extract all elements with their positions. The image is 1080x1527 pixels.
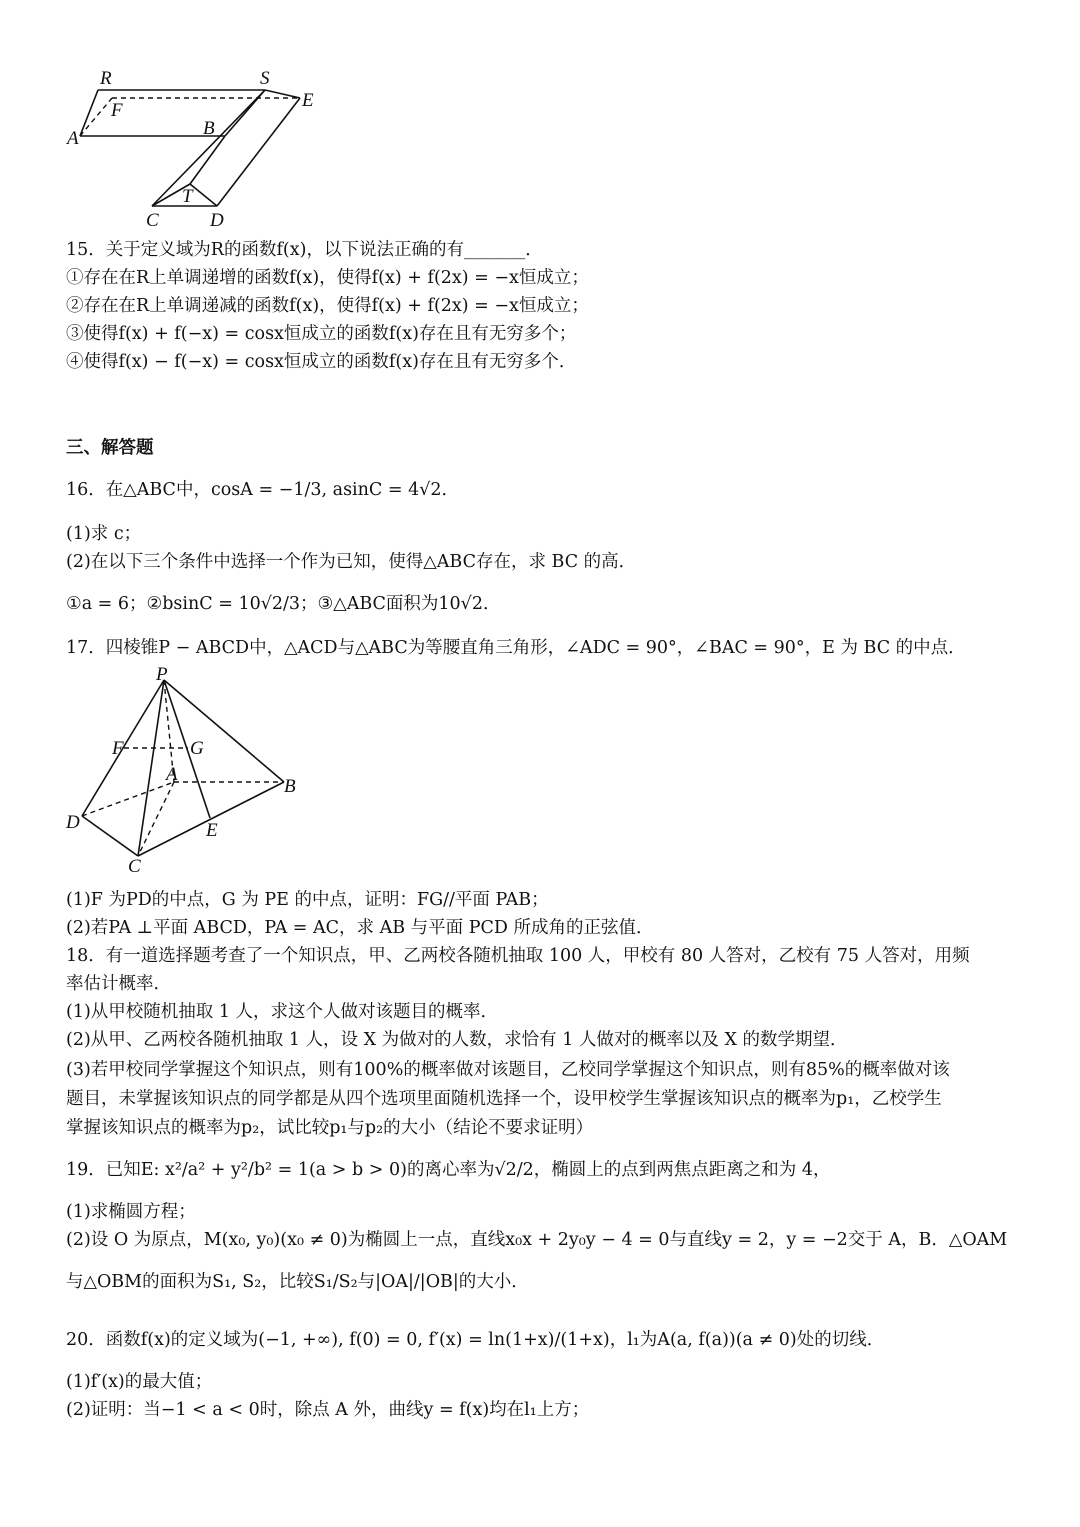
edge-RA <box>80 90 98 136</box>
edge-DA-dashed <box>82 782 174 816</box>
q16-stem: 16．在△ABC中，cosA = −1/3, asinC = 4√2． <box>66 480 460 500</box>
edge-TD <box>190 184 217 206</box>
edge-BT <box>190 136 225 184</box>
figure-folded-planes <box>60 66 340 236</box>
q16-conditions: ①a = 6；②bsinC = 10√2/3；③△ABC面积为10√2． <box>66 594 501 614</box>
q15-option-1: ①存在在R上单调递增的函数f(x)，使得f(x) + f(2x) = −x恒成立； <box>66 268 589 288</box>
q18-part-3-line-1: (3)若甲校同学掌握这个知识点，则有100%的概率做对该题目，乙校同学掌握这个知识点，则有85%的概率做对该 <box>66 1060 950 1080</box>
label-S: S <box>260 68 270 89</box>
label-C: C <box>128 856 141 877</box>
edge-SC <box>152 90 265 206</box>
q19-part-2-line-2: 与△OBM的面积为S₁, S₂，比较S₁/S₂与|OA|/|OB|的大小． <box>66 1272 529 1292</box>
q19-part-2-line-1: (2)设 O 为原点，M(x₀, y₀)(x₀ ≠ 0)为椭圆上一点，直线x₀x + 2y₀y − 4 = 0与直线y = 2，y = −2交于 A，B．△OAM <box>66 1230 1008 1250</box>
q15-option-4: ④使得f(x) − f(−x) = cosx恒成立的函数f(x)存在且有无穷多个． <box>66 352 577 372</box>
edge-CB <box>138 782 284 856</box>
label-G: G <box>190 738 204 759</box>
q16-part-1: (1)求 c； <box>66 524 142 544</box>
q15-option-2: ②存在在R上单调递减的函数f(x)，使得f(x) + f(2x) = −x恒成立； <box>66 296 589 316</box>
label-A: A <box>67 128 79 149</box>
q17-stem: 17．四棱锥P − ABCD中，△ACD与△ABC为等腰直角三角形，∠ADC = 90°，∠BAC = 90°，E 为 BC 的中点． <box>66 638 966 658</box>
figure-pyramid-svg <box>60 664 310 878</box>
figure-pyramid <box>60 664 310 878</box>
label-C: C <box>146 210 159 231</box>
label-E: E <box>302 90 314 111</box>
q17-part-2: (2)若PA ⊥平面 ABCD，PA = AC，求 AB 与平面 PCD 所成角的正弦值． <box>66 918 654 938</box>
q18-part-2: (2)从甲、乙两校各随机抽取 1 人，设 X 为做对的人数，求恰有 1 人做对的概率以及 X 的数学期望． <box>66 1030 848 1050</box>
label-B: B <box>284 776 296 797</box>
edge-PB <box>164 680 284 782</box>
q15-option-3: ③使得f(x) + f(−x) = cosx恒成立的函数f(x)存在且有无穷多个； <box>66 324 577 344</box>
label-B: B <box>203 118 215 139</box>
label-A: A <box>166 764 178 785</box>
label-P: P <box>156 664 168 685</box>
edge-ED <box>217 98 300 206</box>
q15-stem: 15．关于定义域为R的函数f(x)，以下说法正确的有_______． <box>66 240 543 260</box>
q16-part-2: (2)在以下三个条件中选择一个作为已知，使得△ABC存在，求 BC 的高． <box>66 552 637 572</box>
label-D: D <box>66 812 80 833</box>
q19-part-1: (1)求椭圆方程； <box>66 1202 196 1222</box>
q18-part-3-line-3: 掌握该知识点的概率为p₂，试比较p₁与p₂的大小（结论不要求证明） <box>66 1118 594 1138</box>
label-E: E <box>206 820 218 841</box>
edge-PC <box>138 680 164 856</box>
q20-part-1: (1)f′(x)的最大值； <box>66 1372 213 1392</box>
q18-part-1: (1)从甲校随机抽取 1 人，求这个人做对该题目的概率． <box>66 1002 499 1022</box>
q19-stem: 19．已知E: x²/a² + y²/b² = 1(a > b > 0)的离心率为√2/2，椭圆上的点到两焦点距离之和为 4， <box>66 1160 831 1180</box>
q20-stem: 20．函数f(x)的定义域为(−1, +∞), f(0) = 0, f′(x) = ln(1+x)/(1+x)，l₁为A(a, f(a))(a ≠ 0)处的切线． <box>66 1330 885 1350</box>
label-F: F <box>111 100 123 121</box>
q18-stem-line-1: 18．有一道选择题考查了一个知识点，甲、乙两校各随机抽取 100 人，甲校有 80 人答对，乙校有 75 人答对，用频 <box>66 946 970 966</box>
label-D: D <box>210 210 224 231</box>
section-heading: 三、解答题 <box>66 438 154 458</box>
label-T: T <box>182 186 193 207</box>
edge-AF-dashed <box>80 98 112 136</box>
label-R: R <box>100 68 112 89</box>
q18-part-3-line-2: 题目，未掌握该知识点的同学都是从四个选项里面随机选择一个，设甲校学生掌握该知识点的概率为p₁，乙校学生 <box>66 1089 942 1109</box>
q17-part-1: (1)F 为PD的中点，G 为 PE 的中点，证明：FG//平面 PAB； <box>66 890 549 910</box>
edge-DC <box>82 816 138 856</box>
label-F: F <box>112 738 124 759</box>
q20-part-2: (2)证明：当−1 < a < 0时，除点 A 外，曲线y = f(x)均在l₁上方； <box>66 1400 590 1420</box>
figure-folded-planes-svg <box>60 66 340 236</box>
edge-SE <box>265 90 300 98</box>
q18-stem-line-2: 率估计概率． <box>66 974 171 994</box>
